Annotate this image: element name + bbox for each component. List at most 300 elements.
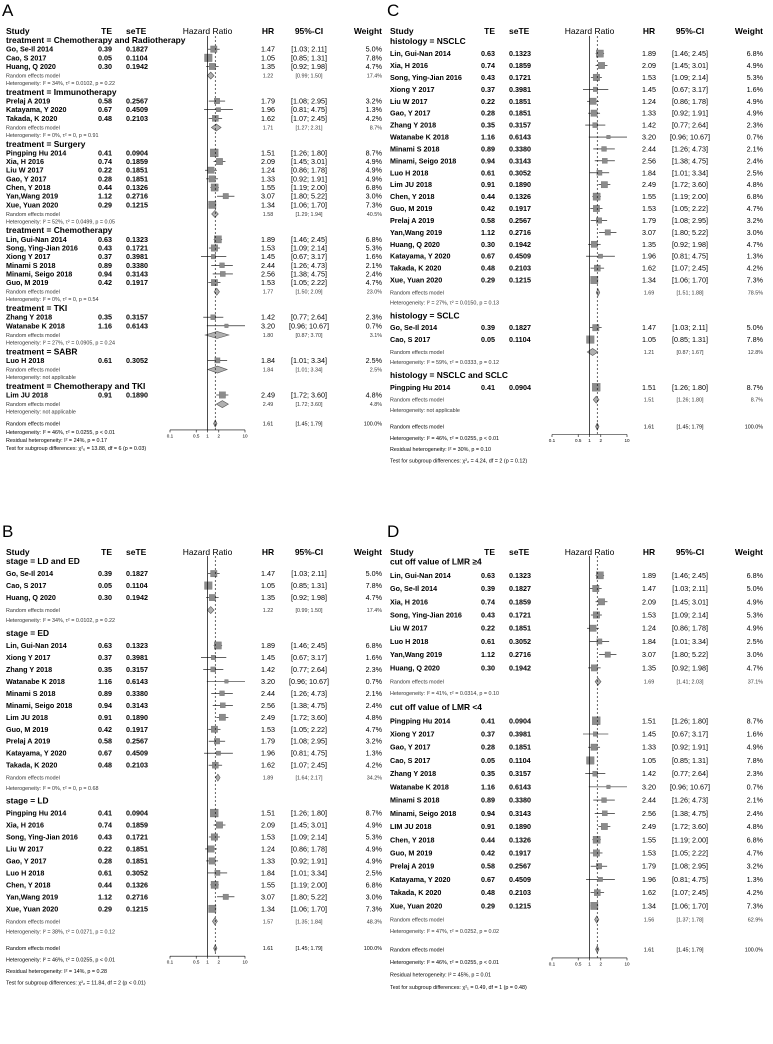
study-weight: 5.0% <box>746 584 763 594</box>
header-hr: HR <box>261 547 275 557</box>
subgroup-model-label: Random effects model <box>6 289 60 296</box>
study-sete: 0.3052 <box>509 636 531 646</box>
study-sete: 0.3052 <box>126 868 148 878</box>
study-te: 0.94 <box>98 269 112 279</box>
subgroup-heterogeneity: Heterogeneity: I² = 34%, τ² = 0.0102, p = 0.22 <box>6 80 115 87</box>
study-te: 0.05 <box>98 53 112 63</box>
study-square <box>205 582 213 590</box>
study-ci: [1.46; 2.45] <box>672 570 708 580</box>
study-name: Watanabe K 2018 <box>390 132 449 142</box>
study-square <box>602 158 607 163</box>
study-sete: 0.4509 <box>126 105 148 115</box>
subgroup-diamond <box>207 72 214 79</box>
study-weight: 4.7% <box>746 848 763 858</box>
x-axis-tick-label: 2 <box>599 961 603 967</box>
study-name: Yan,Wang 2019 <box>6 892 59 902</box>
study-square <box>597 639 602 644</box>
study-ci: [0.67; 3.17] <box>291 252 327 262</box>
subgroup-hr: 1.22 <box>262 73 274 80</box>
study-sete: 0.2103 <box>509 263 531 273</box>
study-square <box>598 877 602 881</box>
study-weight: 4.7% <box>746 204 763 214</box>
x-axis-tick-label: 0.1 <box>548 437 556 443</box>
study-weight: 2.1% <box>746 144 763 154</box>
study-hr: 1.47 <box>642 323 656 333</box>
x-axis-tick-label: 10 <box>624 961 630 967</box>
study-te: 1.16 <box>481 132 495 142</box>
header-ci: 95%-CI <box>675 26 705 36</box>
subgroup-heterogeneity: Heterogeneity: I² = 27%, τ² = 0.0150, p = 0.13 <box>390 300 499 307</box>
header-sete: seTE <box>126 26 147 36</box>
x-axis-tick-label: 2 <box>217 433 221 439</box>
study-weight: 4.9% <box>365 165 382 175</box>
subgroup-model-label: Random effects model <box>6 367 60 374</box>
subgroup-model-label: Random effects model <box>390 397 444 404</box>
study-hr: 1.35 <box>261 593 275 603</box>
study-te: 0.39 <box>481 584 495 594</box>
study-square <box>219 392 225 398</box>
study-name: Xia, H 2016 <box>390 61 428 71</box>
study-te: 0.30 <box>98 593 112 603</box>
study-name: Guo, M 2019 <box>390 848 433 858</box>
study-hr: 1.24 <box>261 165 275 175</box>
overall-heterogeneity: Heterogeneity: I² = 46%, τ² = 0.0255, p < 0.01 <box>6 957 115 964</box>
study-hr: 1.53 <box>261 278 275 288</box>
study-sete: 0.1942 <box>126 593 148 603</box>
study-ci: [0.96; 10.67] <box>289 676 329 686</box>
study-ci: [1.72; 3.60] <box>291 712 327 722</box>
study-sete: 0.1323 <box>126 640 148 650</box>
study-hr: 2.49 <box>642 180 656 190</box>
study-weight: 4.8% <box>746 822 763 832</box>
study-hr: 1.35 <box>261 61 275 71</box>
study-sete: 0.1890 <box>126 390 148 400</box>
study-hr: 2.49 <box>642 822 656 832</box>
study-name: Huang, Q 2020 <box>6 61 56 71</box>
study-sete: 0.1104 <box>509 755 531 765</box>
header-study: Study <box>6 26 30 36</box>
study-sete: 0.3981 <box>509 84 531 94</box>
study-sete: 0.1721 <box>126 243 148 253</box>
subgroup-heterogeneity: Heterogeneity: not applicable <box>6 374 76 381</box>
study-name: Liu W 2017 <box>6 165 44 175</box>
study-name: Katayama, Y 2020 <box>390 251 451 261</box>
forest-panel-B <box>2 522 383 986</box>
study-name: Lim JU 2018 <box>6 390 48 400</box>
study-hr: 1.45 <box>261 652 275 662</box>
study-te: 0.58 <box>98 96 112 106</box>
study-weight: 2.3% <box>365 312 382 322</box>
subgroup-diamond <box>595 678 601 685</box>
study-name: Xue, Yuan 2020 <box>390 275 443 285</box>
subgroup-heterogeneity: Heterogeneity: I² = 0%, τ² = 0, p = 0.54 <box>6 297 99 304</box>
study-te: 0.94 <box>481 808 495 818</box>
study-ci: [1.07; 2.45] <box>672 888 708 898</box>
subgroup-weight: 12.8% <box>747 350 763 357</box>
study-name: Xiong Y 2017 <box>390 84 435 94</box>
study-te: 0.61 <box>98 355 112 365</box>
study-name: Cao, S 2017 <box>390 755 431 765</box>
subgroup-ci: [1.37; 1.78] <box>676 917 704 924</box>
study-square <box>209 63 215 69</box>
overall-ci: [1.45; 1.79] <box>295 421 323 428</box>
study-name: Katayama, Y 2020 <box>6 105 67 115</box>
study-sete: 0.1323 <box>126 234 148 244</box>
study-name: Xue, Yuan 2020 <box>6 200 59 210</box>
residual-heterogeneity: Residual heterogeneity: I² = 30%, p = 0.10 <box>390 447 491 454</box>
study-weight: 5.3% <box>746 610 763 620</box>
study-square <box>590 625 596 631</box>
study-ci: [1.26; 4.73] <box>672 795 708 805</box>
subgroup-hr: 1.89 <box>262 775 274 782</box>
study-te: 0.58 <box>481 215 495 225</box>
subgroup-title: stage = LD and ED <box>6 556 80 567</box>
study-square <box>210 809 218 817</box>
study-hr: 1.79 <box>642 861 656 871</box>
subgroup-hr: 1.22 <box>262 608 274 615</box>
study-name: Takada, K 2020 <box>390 263 442 273</box>
subgroup-model-label: Random effects model <box>6 332 60 339</box>
study-weight: 3.2% <box>746 861 763 871</box>
study-ci: [1.03; 2.11] <box>291 569 327 579</box>
study-name: Lin, Gui-Nan 2014 <box>390 570 451 580</box>
study-name: Liu W 2017 <box>390 623 428 633</box>
subgroup-title: treatment = Surgery <box>6 138 86 149</box>
study-name: Lin, Gui-Nan 2014 <box>390 49 451 59</box>
subgroup-weight: 3.1% <box>369 332 382 339</box>
study-te: 1.16 <box>98 321 112 331</box>
study-sete: 0.1851 <box>126 174 148 184</box>
study-hr: 1.45 <box>642 84 656 94</box>
header-te: TE <box>484 547 495 557</box>
study-hr: 1.96 <box>642 874 656 884</box>
study-name: Gao, Y 2017 <box>6 174 47 184</box>
study-te: 0.22 <box>98 165 112 175</box>
study-hr: 1.55 <box>642 835 656 845</box>
subgroup-weight: 8.7% <box>750 397 763 404</box>
study-weight: 4.9% <box>365 157 382 167</box>
subgroup-ci: [1.01; 3.34] <box>295 367 323 374</box>
study-square <box>209 905 216 912</box>
study-te: 0.22 <box>481 623 495 633</box>
study-square <box>211 184 218 191</box>
study-sete: 0.3981 <box>126 252 148 262</box>
study-te: 1.12 <box>98 892 112 902</box>
study-sete: 0.1917 <box>126 724 148 734</box>
study-sete: 0.1215 <box>126 200 148 210</box>
subgroup-ci: [1.51; 1.88] <box>676 290 704 297</box>
study-hr: 3.07 <box>642 227 656 237</box>
study-te: 0.28 <box>481 108 495 118</box>
study-te: 0.37 <box>98 652 112 662</box>
study-square <box>602 798 607 803</box>
subgroup-difference-test: Test for subgroup differences: χ²₁ = 0.49, df = 1 (p = 0.48) <box>390 985 527 991</box>
study-hr: 2.09 <box>642 597 656 607</box>
study-sete: 0.4509 <box>509 251 531 261</box>
study-weight: 2.4% <box>746 808 763 818</box>
study-te: 0.48 <box>98 760 112 770</box>
study-name: Lim JU 2018 <box>6 712 48 722</box>
study-hr: 1.96 <box>642 251 656 261</box>
study-square <box>605 230 610 235</box>
subgroup-model-label: Random effects model <box>390 679 444 686</box>
study-te: 0.48 <box>481 263 495 273</box>
study-square <box>223 193 228 198</box>
study-square <box>220 703 225 708</box>
overall-heterogeneity: Heterogeneity: I² = 46%, τ² = 0.0255, p < 0.01 <box>390 959 499 966</box>
study-name: Guo, M 2019 <box>6 724 49 734</box>
study-hr: 1.34 <box>261 200 275 210</box>
study-sete: 0.2103 <box>509 888 531 898</box>
header-sete: seTE <box>509 547 530 557</box>
study-sete: 0.2716 <box>126 191 148 201</box>
study-hr: 1.53 <box>642 72 656 82</box>
study-hr: 1.62 <box>261 113 275 123</box>
study-ci: [0.81; 4.75] <box>291 748 327 758</box>
subgroup-title: treatment = Chemotherapy and TKI <box>6 380 146 391</box>
study-sete: 0.0904 <box>509 382 531 392</box>
subgroup-diamond <box>216 774 221 781</box>
panel-letter: C <box>387 1 400 20</box>
study-te: 0.58 <box>98 736 112 746</box>
study-square <box>597 170 602 175</box>
study-hr: 1.33 <box>642 742 656 752</box>
study-hr: 1.51 <box>261 808 275 818</box>
study-name: Go, Se-Il 2014 <box>6 569 54 579</box>
study-ci: [1.46; 2.45] <box>672 49 708 59</box>
study-ci: [0.92; 1.91] <box>291 174 327 184</box>
study-ci: [1.05; 2.22] <box>291 278 327 288</box>
study-te: 0.89 <box>481 795 495 805</box>
subgroup-weight: 78.5% <box>747 290 763 297</box>
subgroup-hr: 1.80 <box>262 332 274 339</box>
study-sete: 0.1104 <box>126 581 148 591</box>
study-hr: 1.89 <box>642 49 656 59</box>
study-hr: 2.44 <box>261 260 275 270</box>
study-sete: 0.3157 <box>509 120 531 130</box>
study-name: Prelaj A 2019 <box>6 96 51 106</box>
study-ci: [1.01; 3.34] <box>291 868 327 878</box>
header-sete: seTE <box>126 547 147 557</box>
study-sete: 0.1859 <box>509 597 531 607</box>
study-weight: 2.3% <box>746 120 763 130</box>
forest-panel-D <box>387 522 764 991</box>
study-te: 0.89 <box>98 260 112 270</box>
study-weight: 8.7% <box>365 148 382 158</box>
study-te: 0.63 <box>481 49 495 59</box>
study-weight: 5.3% <box>746 72 763 82</box>
study-name: Go, Se-Il 2014 <box>6 44 54 54</box>
x-axis-tick-label: 10 <box>624 437 630 443</box>
study-sete: 0.0904 <box>509 716 531 726</box>
study-name: Zhang Y 2018 <box>390 769 437 779</box>
study-te: 0.91 <box>481 822 495 832</box>
study-name: Luo H 2018 <box>6 355 45 365</box>
study-sete: 0.4509 <box>126 748 148 758</box>
study-hr: 1.55 <box>261 183 275 193</box>
study-sete: 0.1827 <box>126 569 148 579</box>
study-weight: 4.8% <box>365 712 382 722</box>
study-sete: 0.1215 <box>509 275 531 285</box>
study-sete: 0.3380 <box>509 144 531 154</box>
study-ci: [0.77; 2.64] <box>291 664 327 674</box>
study-square <box>593 585 599 591</box>
study-name: Prelaj A 2019 <box>390 215 435 225</box>
study-sete: 0.1721 <box>509 72 531 82</box>
study-hr: 1.05 <box>261 581 275 591</box>
study-name: Chen, Y 2018 <box>6 880 51 890</box>
study-weight: 4.7% <box>365 724 382 734</box>
overall-hr: 1.61 <box>643 947 655 954</box>
study-te: 0.30 <box>481 239 495 249</box>
residual-heterogeneity: Residual heterogeneity: I² = 24%, p = 0.17 <box>6 438 107 445</box>
study-name: Huang, Q 2020 <box>6 593 56 603</box>
overall-ci: [1.45; 1.79] <box>676 947 704 954</box>
study-sete: 0.3143 <box>126 700 148 710</box>
study-square <box>215 870 220 875</box>
study-sete: 0.1942 <box>509 239 531 249</box>
study-te: 0.48 <box>481 888 495 898</box>
study-te: 0.35 <box>481 769 495 779</box>
study-sete: 0.1215 <box>126 904 148 914</box>
study-hr: 3.07 <box>261 892 275 902</box>
study-square <box>209 858 215 864</box>
study-square <box>209 176 215 182</box>
study-sete: 0.3143 <box>509 808 531 818</box>
subgroup-weight: 17.4% <box>366 608 382 615</box>
study-name: Guo, M 2019 <box>390 204 433 214</box>
study-te: 0.89 <box>481 144 495 154</box>
x-axis-tick-label: 10 <box>242 959 248 965</box>
study-weight: 7.8% <box>365 581 382 591</box>
study-sete: 0.6143 <box>509 782 531 792</box>
study-hr: 1.89 <box>261 640 275 650</box>
study-name: Prelaj A 2019 <box>6 736 51 746</box>
study-weight: 6.8% <box>365 234 382 244</box>
study-name: Yan,Wang 2019 <box>6 191 59 201</box>
study-ci: [0.81; 4.75] <box>291 105 327 115</box>
subgroup-model-label: Random effects model <box>6 775 60 782</box>
study-square <box>605 652 610 657</box>
study-ci: [1.06; 1.70] <box>291 200 327 210</box>
x-axis-tick-label: 0.5 <box>575 437 582 443</box>
subgroup-hr: 1.69 <box>643 679 655 686</box>
study-square <box>601 181 607 187</box>
subgroup-weight: 8.7% <box>369 125 382 132</box>
study-hr: 1.45 <box>642 729 656 739</box>
subgroup-title: stage = LD <box>6 795 49 806</box>
study-ci: [1.08; 2.95] <box>291 96 327 106</box>
study-name: Huang, Q 2020 <box>390 663 440 673</box>
header-study: Study <box>6 547 30 557</box>
study-ci: [0.92; 1.98] <box>291 61 327 71</box>
study-sete: 0.0904 <box>126 808 148 818</box>
study-te: 0.44 <box>98 880 112 890</box>
study-square <box>592 717 600 725</box>
study-weight: 0.7% <box>365 676 382 686</box>
study-weight: 0.7% <box>746 132 763 142</box>
subgroup-ci: [0.99; 1.50] <box>295 73 323 80</box>
study-sete: 0.2103 <box>126 760 148 770</box>
study-weight: 5.3% <box>365 243 382 253</box>
subgroup-heterogeneity: Heterogeneity: I² = 34%, τ² = 0.0102, p = 0.22 <box>6 618 115 625</box>
study-ci: [1.26; 1.80] <box>672 716 708 726</box>
study-ci: [1.38; 4.75] <box>672 156 708 166</box>
header-study: Study <box>390 26 414 36</box>
study-ci: [1.38; 4.75] <box>672 808 708 818</box>
study-ci: [1.05; 2.22] <box>672 848 708 858</box>
study-te: 0.39 <box>98 44 112 54</box>
study-sete: 0.1104 <box>126 53 148 63</box>
study-te: 0.42 <box>481 848 495 858</box>
study-ci: [1.09; 2.14] <box>672 610 708 620</box>
subgroup-diamond <box>208 366 227 373</box>
overall-weight: 100.0% <box>744 424 763 431</box>
study-ci: [1.01; 3.34] <box>672 168 708 178</box>
study-ci: [0.96; 10.67] <box>670 132 710 142</box>
study-ci: [0.92; 1.91] <box>291 856 327 866</box>
header-weight: Weight <box>353 547 382 557</box>
study-name: Xiong Y 2017 <box>390 729 435 739</box>
study-weight: 4.9% <box>365 856 382 866</box>
study-weight: 4.9% <box>365 820 382 830</box>
subgroup-weight: 37.1% <box>747 679 763 686</box>
study-weight: 4.8% <box>365 390 382 400</box>
subgroup-weight: 40.5% <box>366 211 382 218</box>
study-weight: 1.6% <box>746 84 763 94</box>
subgroup-weight: 23.0% <box>366 289 382 296</box>
study-name: Xiong Y 2017 <box>6 252 51 262</box>
panel-letter: A <box>2 1 14 20</box>
subgroup-title: histology = NSCLC and SCLC <box>390 369 508 380</box>
study-sete: 0.1890 <box>509 822 531 832</box>
study-sete: 0.1917 <box>126 278 148 288</box>
study-te: 0.42 <box>98 724 112 734</box>
subgroup-ci: [1.35; 1.84] <box>295 919 323 926</box>
study-square <box>598 599 604 605</box>
study-hr: 3.20 <box>261 676 275 686</box>
study-weight: 4.2% <box>746 888 763 898</box>
study-weight: 3.2% <box>365 96 382 106</box>
study-te: 0.94 <box>98 700 112 710</box>
study-te: 0.48 <box>98 113 112 123</box>
study-te: 0.28 <box>98 174 112 184</box>
header-weight: Weight <box>734 26 763 36</box>
study-ci: [1.06; 1.70] <box>672 901 708 911</box>
study-weight: 4.7% <box>746 663 763 673</box>
study-name: Takada, K 2020 <box>6 760 58 770</box>
subgroup-model-label: Random effects model <box>6 919 60 926</box>
study-sete: 0.6143 <box>126 676 148 686</box>
study-hr: 1.51 <box>261 148 275 158</box>
study-hr: 1.24 <box>261 844 275 854</box>
overall-hr: 1.61 <box>643 424 655 431</box>
subgroup-difference-test: Test for subgroup differences: χ²₂ = 11.84, df = 2 (p < 0.01) <box>6 980 146 987</box>
study-name: Pingping Hu 2014 <box>390 716 451 726</box>
study-sete: 0.3380 <box>126 260 148 270</box>
study-ci: [0.92; 1.98] <box>291 593 327 603</box>
study-weight: 7.8% <box>746 335 763 345</box>
subgroup-diamond <box>207 607 214 614</box>
study-name: Takada, K 2020 <box>390 888 442 898</box>
study-name: Prelaj A 2019 <box>390 861 435 871</box>
study-sete: 0.1326 <box>509 192 531 202</box>
study-hr: 1.84 <box>261 355 275 365</box>
study-ci: [1.26; 4.73] <box>672 144 708 154</box>
study-name: Xiong Y 2017 <box>6 652 51 662</box>
subgroup-title: cut off value of LMR ≥4 <box>390 556 482 567</box>
study-sete: 0.3157 <box>126 664 148 674</box>
